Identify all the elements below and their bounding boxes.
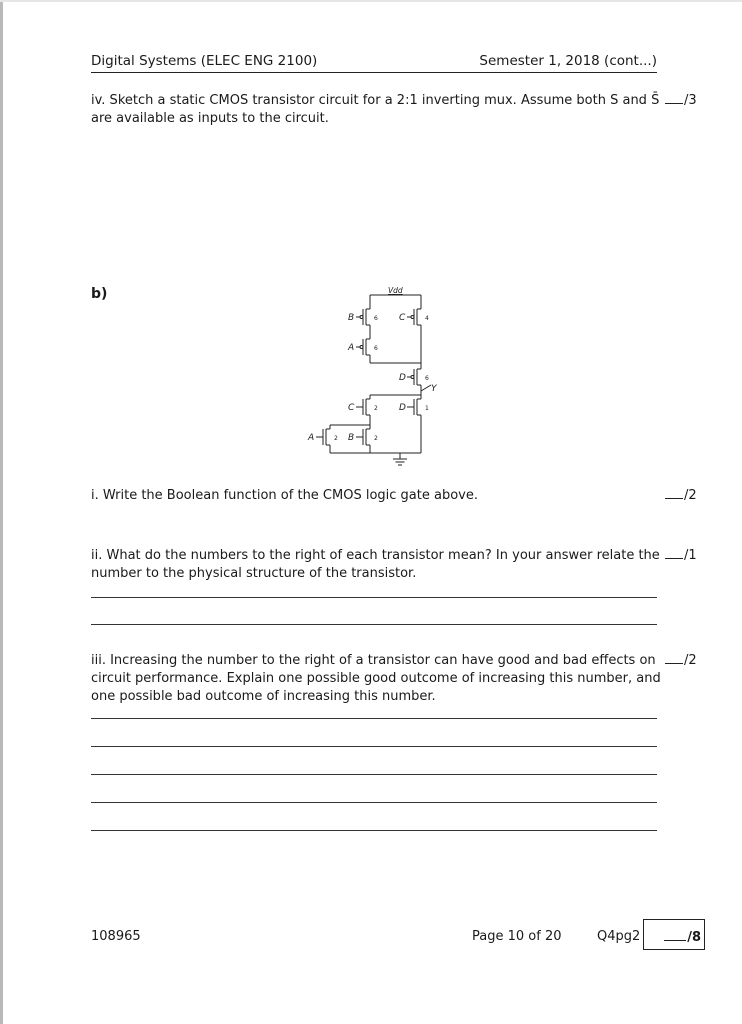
cmos-circuit-diagram [300,283,460,473]
marks-blank[interactable] [665,487,683,499]
nmos-d-size: 1 [425,405,429,412]
section-b-label: b) [91,286,108,302]
marks-blank[interactable] [665,547,683,559]
pmos-a-size: 6 [374,345,378,352]
semester-label: Semester 1, 2018 (cont...) [479,53,657,69]
answer-line[interactable] [91,774,657,775]
answer-line[interactable] [91,624,657,625]
pmos-b-size: 6 [374,315,378,322]
page-number: Page 10 of 20 [472,929,562,944]
pmos-d-gate: D [399,373,406,383]
vdd-label: Vdd [388,286,403,295]
course-title: Digital Systems (ELEC ENG 2100) [91,53,318,69]
question-ii-marks: /1 [665,547,697,563]
marks-blank[interactable] [665,92,683,104]
nmos-c-gate: C [348,403,355,413]
pmos-c-size: 4 [425,315,429,322]
pmos-c-gate: C [399,313,406,323]
question-iii-text: iii. Increasing the number to the right of a transistor can have good and bad effects on circuit performance. Explain one possible good outcome of increasing this number, and one possible bad outcome of increasing this number. [91,653,661,704]
nmos-c-size: 2 [374,405,378,412]
student-id: 108965 [91,929,141,944]
page-edge [0,0,3,1024]
output-label: Y [431,384,437,394]
question-iv-text: iv. Sketch a static CMOS transistor circuit for a 2:1 inverting mux. Assume both S and S̄ are available as inputs to the circuit. [91,93,660,126]
question-page-label: Q4pg2 [597,929,641,944]
nmos-a-gate: A [308,433,315,443]
nmos-b-size: 2 [374,435,378,442]
page-top-edge [0,0,742,2]
answer-line[interactable] [91,802,657,803]
total-marks: /8 [664,929,701,945]
nmos-b-gate: B [348,433,355,443]
answer-line[interactable] [91,597,657,598]
answer-line[interactable] [91,718,657,719]
question-iv-marks: /3 [665,92,697,108]
pmos-a-gate: A [348,343,355,353]
nmos-a-size: 2 [334,435,338,442]
question-iii-marks: /2 [665,652,697,668]
answer-line[interactable] [91,830,657,831]
pmos-b-gate: B [348,313,355,323]
header-rule [91,72,657,73]
total-marks-box[interactable] [643,919,705,950]
pmos-d-size: 6 [425,375,429,382]
question-ii-text: ii. What do the numbers to the right of each transistor mean? In your answer relate the number to the physical structure of the transistor. [91,548,660,581]
marks-blank[interactable] [665,652,683,664]
question-i-marks: /2 [665,487,697,503]
answer-line[interactable] [91,746,657,747]
nmos-d-gate: D [399,403,406,413]
question-i-text: i. Write the Boolean function of the CMOS logic gate above. [91,488,478,503]
